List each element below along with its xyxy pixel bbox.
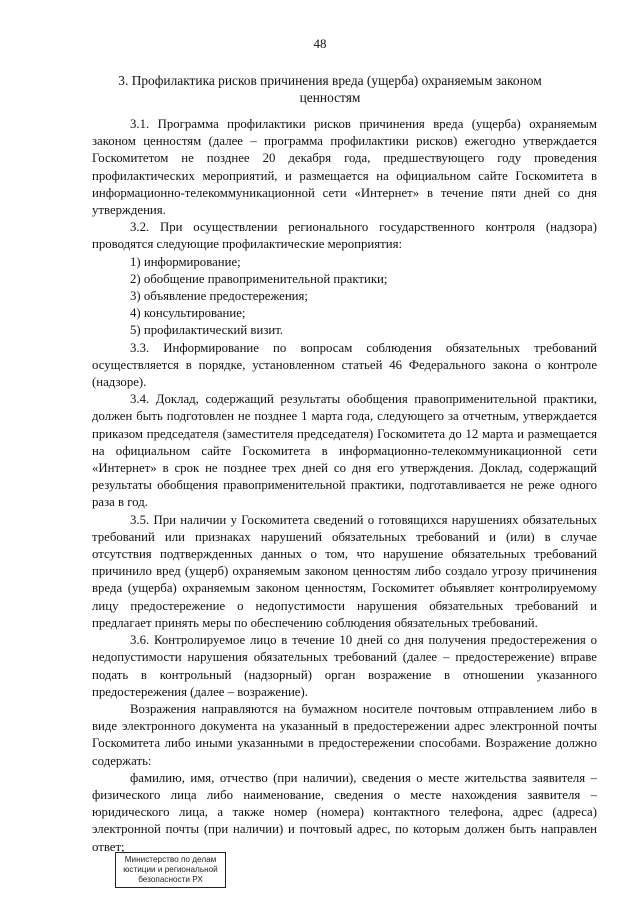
paragraph-3-1: 3.1. Программа профилактики рисков причинения вреда (ущерба) охраняемым законом ценностям (далее – программа профилактики рисков) ежегодно утверждается Госкомитетом не позднее 20 декабря года, предшествующего году проведения профилактических мероприятий, и размещается на официальном сайте Госкомитета в информационно-телекоммуникационной сети «Интернет» в течение пяти дней со дня утверждения. [92,117,597,218]
body-text [92,116,597,856]
list-item-1: 1) информирование; [130,254,241,269]
paragraph-3-5: 3.5. При наличии у Госкомитета сведений о готовящихся нарушениях обязательных требований или признаках нарушений обязательных требований и (или) в случае отсутствия подтвержденных данных о том, что нарушение обязательных требований причинило вред (ущерб) охраняемым законом ценностям либо создало угрозу причинения вреда (ущерба) охраняемым законом ценностям, Госкомитет объявляет контролируемому лицу предостережение о недопустимости нарушения обязательных требований и предлагает принять меры по обеспечению соблюдения обязательных требований. [92,512,597,630]
stamp-line-2: юстиции и региональной [123,865,218,874]
stamp-line-1: Министерство по делам [124,855,217,864]
list-item-5: 5) профилактический визит. [130,323,284,338]
paragraph-3-6: 3.6. Контролируемое лицо в течение 10 дней со дня получения предостережения о недопустимости нарушения обязательных требований (далее – предостережение) вправе подать в контрольный (надзорный) орган возражение в отношении указанного предостережения (далее – возражение). [92,633,597,699]
paragraph-3-3: 3.3. Информирование по вопросам соблюдения обязательных требований осуществляется в порядке, установленном статьей 46 Федерального закона о контроле (надзоре). [92,340,597,390]
stamp-line-3: безопасности РХ [138,875,203,884]
list-item-2: 2) обобщение правоприменительной практики; [130,271,388,286]
ministry-stamp [115,852,226,888]
list-item-3: 3) объявление предостережения; [130,289,308,304]
section-title: 3. Профилактика рисков причинения вреда (ущерба) охраняемым законом ценностям [118,73,542,105]
paragraph-3-2: 3.2. При осуществлении регионального государственного контроля (надзора) проводятся следующие профилактические мероприятия: [92,220,597,252]
paragraph-objection-content: фамилию, имя, отчество (при наличии), сведения о месте жительства заявителя – физического лица либо наименование, сведения о месте нахождения заявителя – юридического лица, а также номер (номера) контактного телефона, адрес (адреса) электронной почты (при наличии) и почтовый адрес, по которым должен быть направлен ответ; [92,770,597,854]
page-number: 48 [313,36,327,51]
paragraph-objections: Возражения направляются на бумажном носителе почтовым отправлением либо в виде электронного документа на указанный в предостережении адрес электронной почты Госкомитета либо иными указанными в предостережении способами. Возражение должно содержать: [92,701,597,768]
list-item-4: 4) консультирование; [130,306,246,321]
paragraph-3-4: 3.4. Доклад, содержащий результаты обобщения правоприменительной практики, должен быть подготовлен не позднее 1 марта года, следующего за отчетным, утверждается приказом председателя (заместителя председателя) Госкомитета до 12 марта и размещается на официальном сайте Госкомитета в информационно-телекоммуникационной сети «Интернет» в срок не позднее трех дней со дня его утверждения. Доклад, содержащий результаты обобщения правоприменительной практики, подготавливается не реже одного раза в год. [92,392,597,510]
